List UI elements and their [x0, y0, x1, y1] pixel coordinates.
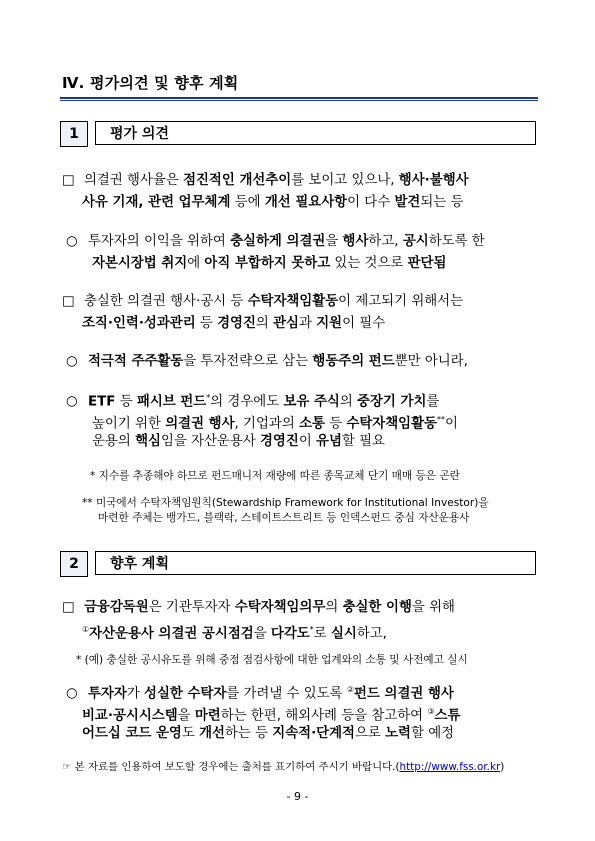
website-link[interactable]: http://www.fss.or.kr	[399, 761, 501, 773]
paragraph-line: ○ 투자자가 성실한 수탁자를 가려낼 수 있도록 ②펀드 의결권 행사	[66, 680, 454, 704]
paragraph-line: □ 충실한 의결권 행사·공시 등 수탁자책임활동이 제고되기 위해서는	[62, 292, 463, 312]
paragraph-line: 높이기 위한 의결권 행사, 기업과의 소통 등 수탁자책임활동**이	[92, 415, 458, 432]
square-bullet-icon: □	[62, 600, 75, 615]
circle-bullet-icon: ○	[66, 394, 78, 410]
circle-bullet-icon: ○	[66, 234, 78, 249]
paragraph-line: 자본시장법 취지에 아직 부합하지 못하고 있는 것으로 판단됨	[92, 256, 447, 271]
paragraph-line: ①자산운용사 의결권 공시점검을 다각도*로 실시하고,	[82, 625, 387, 642]
paragraph-line: 비교·공시시스템을 마련하는 한편, 해외사례 등을 참고하여 ③스튜	[82, 707, 461, 724]
paragraph-line: □ 금융감독원은 기관투자자 수탁자책임의무의 충실한 이행을 위해	[62, 598, 455, 618]
paragraph-line: ○ ETF 등 패시브 펀드*의 경우에도 보유 주식의 중장기 가치를	[66, 388, 439, 412]
section-number: 1	[60, 121, 88, 147]
square-bullet-icon: □	[62, 294, 75, 309]
square-bullet-icon: □	[62, 173, 75, 188]
section-label: 향후 계획	[95, 551, 536, 575]
paragraph-line: ○ 투자자의 이익을 위하여 충실하게 의결권을 행사하고, 공시하도록 한	[66, 232, 485, 252]
paragraph-line: 조직·인력·성과관리 등 경영진의 관심과 지원이 필수	[82, 316, 386, 331]
section-label: 평가 의견	[95, 121, 536, 145]
section-header-1	[60, 121, 538, 147]
paragraph-line: ○ 적극적 주주활동을 투자전략으로 삼는 행동주의 펀드뿐만 아니라,	[66, 352, 468, 372]
paragraph-line: □ 의결권 행사율은 점진적인 개선추이를 보이고 있으나, 행사·불행사	[62, 171, 469, 191]
footnote: * (예) 충실한 공시유도를 위해 중점 점검사항에 대한 업계와의 소통 및 사전예고 실시	[76, 654, 468, 666]
page-title: Ⅳ. 평가의견 및 향후 계획	[62, 74, 239, 92]
footnote: 마련한 주체는 뱅가드, 블랙락, 스테이트스트리트 등 인덱스펀드 중심 자산운용사	[98, 512, 470, 524]
footnote: ** 미국에서 수탁자책임원칙(Stewardship Framework for Institutional Investor)을	[82, 497, 489, 509]
footnote: * 지수를 추종해야 하므로 펀드매니저 재량에 따른 종목교체 단기 매매 등은 곤란	[90, 470, 460, 482]
page-number: - 9 -	[286, 790, 309, 803]
circle-bullet-icon: ○	[66, 686, 78, 702]
paragraph-line: 운용의 핵심임을 자산운용사 경영진이 유념할 필요	[92, 434, 385, 449]
title-underline-thin	[60, 100, 538, 101]
section-number: 2	[60, 551, 88, 577]
footer-notice: ☞ 본 자료를 인용하여 보도할 경우에는 출처를 표기하여 주시기 바랍니다.(http://www.fss.or.kr)	[62, 761, 505, 773]
pointing-hand-icon: ☞	[62, 761, 72, 773]
paragraph-line: 사유 기재, 관련 업무체계 등에 개선 필요사항이 다수 발견되는 등	[82, 195, 464, 210]
paragraph-line: 어드십 코드 운영도 개선하는 등 지속적·단계적으로 노력할 예정	[82, 726, 455, 741]
section-header-2	[60, 551, 538, 577]
title-underline	[60, 97, 538, 99]
circle-bullet-icon: ○	[66, 354, 78, 369]
